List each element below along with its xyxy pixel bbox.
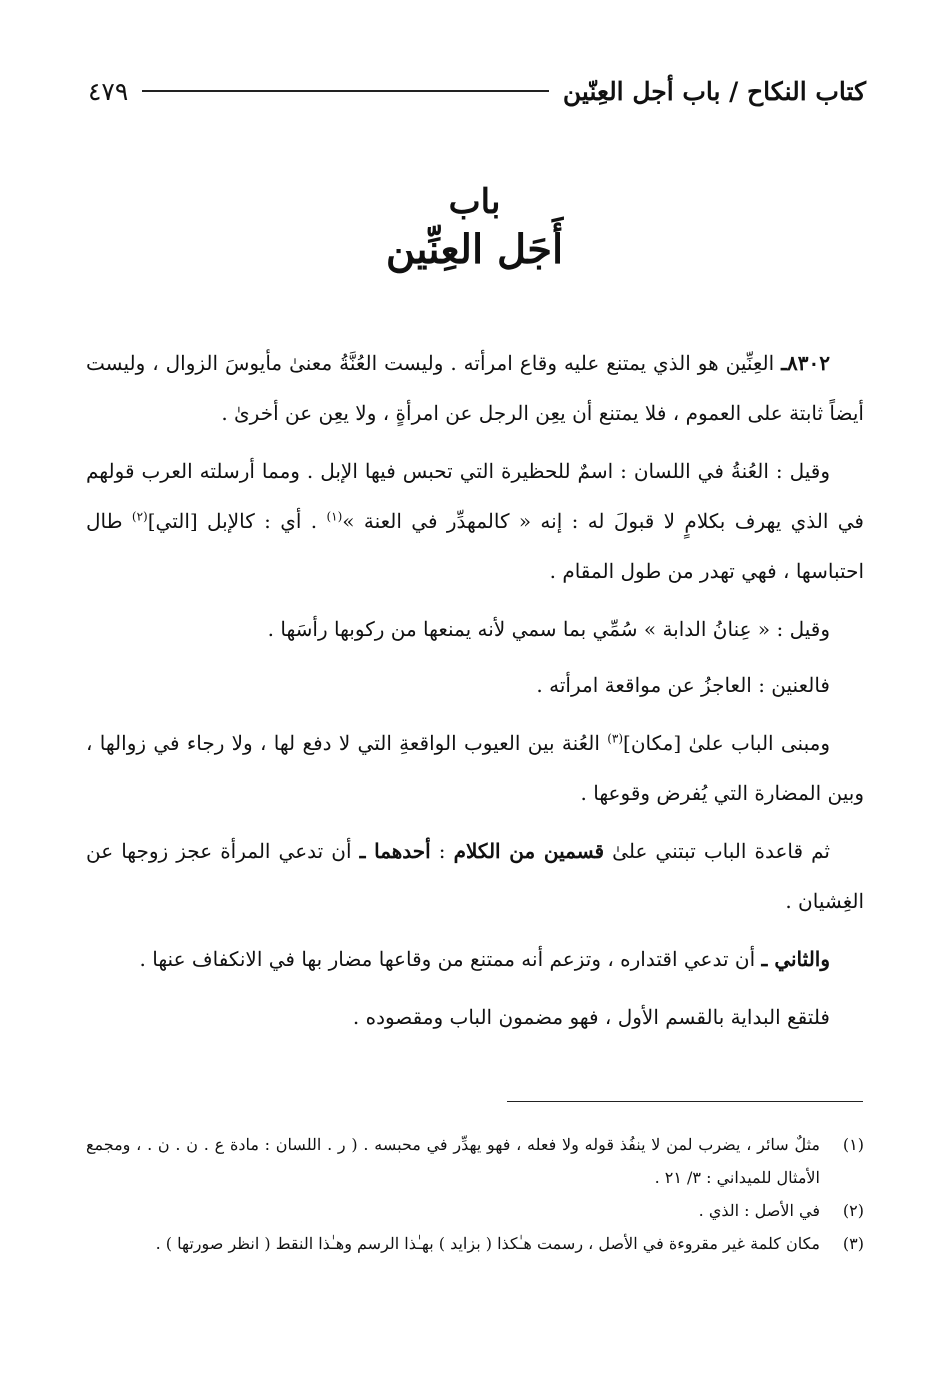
footnote-number: (٢) bbox=[842, 1201, 864, 1220]
paragraph-text: أن تدعي اقتداره ، وتزعم أنه ممتنع من وقاعها مضار بها في الانكفاف عنها . bbox=[139, 947, 762, 971]
running-head bbox=[88, 74, 866, 108]
chapter-heading-word: باب bbox=[448, 182, 501, 222]
paragraph-inan: وقيل : « عِنانُ الدابة » سُمِّي بما سمي لأنه يمنعها من ركوبها رأسَها . bbox=[267, 617, 830, 641]
paragraph-8302 bbox=[86, 338, 864, 438]
footnote-separator bbox=[507, 1101, 863, 1102]
paragraph-text: العِنِّين هو الذي يمتنع عليه وقاع امرأته . وليست العُنَّةُ معنىٰ مأيوسَ الزوال ، وليست أيضاً ثابتة على العموم ، فلا يمتنع أن يعِن الرجل عن امرأةٍ ، ولا يعِن عن أخرىٰ . bbox=[86, 351, 864, 425]
paragraph-text: ثم قاعدة الباب تبتني علىٰ bbox=[604, 839, 830, 863]
paragraph-basis bbox=[86, 718, 864, 818]
footnote-3 bbox=[86, 1227, 864, 1260]
footnote-1 bbox=[86, 1128, 864, 1194]
paragraph-text: . أي : كالإبل [التي] bbox=[147, 509, 327, 533]
paragraph-etymology bbox=[86, 446, 864, 596]
chapter-title: أَجَل العِنِّين bbox=[385, 226, 564, 273]
footnote-ref-1[interactable]: (١) bbox=[326, 509, 343, 524]
paragraph-definition: فالعنين : العاجزُ عن مواقعة امرأته . bbox=[536, 673, 830, 697]
paragraph-number: ٨٣٠٢ـ bbox=[781, 351, 830, 375]
paragraph-text: وقيل : العُنةُ في اللسان : اسمٌ للحظيرة التي تحبس فيها الإبل . ومما أرسلته العرب قولهم في الذي يهرف بكلامٍ لا قبولَ له : إنه « كالمهدِّر في العنة » bbox=[86, 459, 864, 533]
page-number: ٤٧٩ bbox=[88, 76, 129, 106]
footnotes bbox=[86, 1128, 864, 1260]
footnote-ref-3[interactable]: (٣) bbox=[607, 731, 624, 746]
running-head-title: كتاب النكاح / باب أجل العِنّين bbox=[562, 76, 866, 106]
footnote-2 bbox=[86, 1194, 864, 1227]
running-head-rule bbox=[142, 90, 549, 92]
main-text bbox=[86, 338, 864, 1050]
paragraph-conclusion: فلتقع البداية بالقسم الأول ، فهو مضمون الباب ومقصوده . bbox=[352, 1005, 830, 1029]
bold-term: قسمين من الكلام bbox=[453, 839, 605, 863]
footnote-number: (٣) bbox=[842, 1234, 864, 1253]
footnote-number: (١) bbox=[842, 1135, 864, 1154]
footnote-text: في الأصل : الذي . bbox=[698, 1201, 820, 1220]
bold-term: والثاني ـ bbox=[761, 947, 830, 971]
paragraph-text: أن تدعي المرأة عجز زوجها عن الغِشيان . bbox=[86, 839, 864, 913]
footnote-ref-2[interactable]: (٢) bbox=[131, 509, 148, 524]
bold-term: أحدهما ـ bbox=[359, 839, 431, 863]
paragraph-text: طال احتباسها ، فهي تهدر من طول المقام . bbox=[86, 509, 864, 583]
paragraph-text: العُنة بين العيوب الواقعةِ التي لا دفع لها ، ولا رجاء في زوالها ، وبين المضارة التي يُفرض وقوعها . bbox=[86, 731, 864, 805]
paragraph-text: ومبنى الباب علىٰ [مكان] bbox=[623, 731, 830, 755]
footnote-text: مكان كلمة غير مقروءة في الأصل ، رسمت هـٰكذا ( بزايد ) بهـٰذا الرسم وهـٰذا النقط ( انظر صورتها ) . bbox=[155, 1234, 820, 1253]
paragraph-second bbox=[86, 934, 864, 984]
paragraph-two-parts bbox=[86, 826, 864, 926]
footnote-text: مثلٌ سائر ، يضرب لمن لا ينفُذ قوله ولا فعله ، فهو يهدِّر في محبسه . ( ر . اللسان : مادة ع . ن . ن . ، ومجمع الأمثال للميداني : ٣/ ٢١ . bbox=[86, 1135, 820, 1187]
paragraph-text: : bbox=[430, 839, 454, 863]
